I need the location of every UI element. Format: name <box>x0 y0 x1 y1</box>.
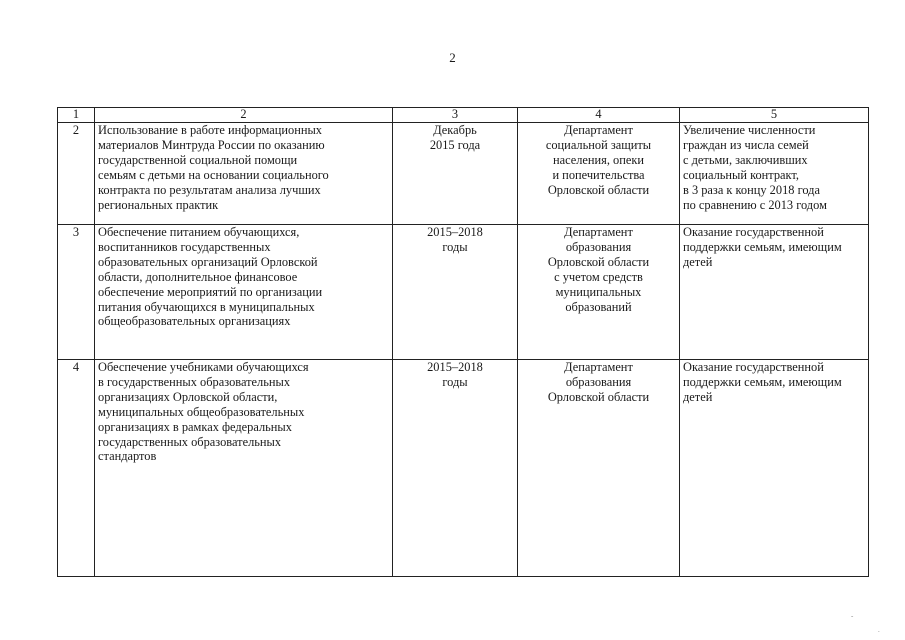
text-line: с детьми, заключивших <box>683 152 808 167</box>
text-line: Орловской области <box>547 182 650 197</box>
page-number: 2 <box>449 50 456 65</box>
text-line: Обеспечение учебниками обучающихся <box>98 360 309 374</box>
text-line: контракта по результатам анализа лучших <box>98 182 321 197</box>
text-line: детей <box>683 389 713 404</box>
text-line: стандартов <box>98 449 157 464</box>
text-line: образований <box>565 299 632 314</box>
text-line: социальный контракт, <box>683 167 799 182</box>
text-line: 2015–2018 <box>427 360 483 374</box>
text-line: в 3 раза к концу 2018 года <box>683 182 820 197</box>
header-cell-4: 4 <box>518 108 680 123</box>
table-row <box>58 360 869 577</box>
text-line: Департамент <box>564 360 633 374</box>
text-line: материалов Минтруда России по оказанию <box>98 137 325 152</box>
text-line: поддержки семьям, имеющим <box>683 374 842 389</box>
scan-speck: - <box>851 612 854 620</box>
row-number: 4 <box>58 360 95 577</box>
text-line: населения, опеки <box>552 152 645 167</box>
measure-description <box>95 123 393 225</box>
text-line: годы <box>442 239 468 254</box>
text-line: муниципальных общеобразовательных <box>98 404 305 419</box>
table-row <box>58 225 869 360</box>
text-line: Оказание государственной <box>683 360 824 374</box>
term <box>393 225 518 360</box>
text-line: поддержки семьям, имеющим <box>683 239 842 254</box>
text-line: 2015–2018 <box>427 225 483 239</box>
executor <box>518 225 680 360</box>
text-line: государственной социальной помощи <box>98 152 298 167</box>
text-line: граждан из числа семей <box>683 137 809 152</box>
text-line: по сравнению с 2013 годом <box>683 197 827 212</box>
text-line: питания обучающихся в муниципальных <box>98 299 315 314</box>
measure-description <box>95 225 393 360</box>
text-line: и попечительства <box>552 167 645 182</box>
text-line: муниципальных <box>555 284 642 299</box>
text-line: организациях в рамках федеральных <box>98 419 292 434</box>
text-line: государственных образовательных <box>98 434 282 449</box>
row-number: 3 <box>58 225 95 360</box>
text-line: Орловской области <box>547 389 650 404</box>
text-line: Департамент <box>564 123 633 137</box>
text-line: в государственных образовательных <box>98 374 291 389</box>
term <box>393 360 518 577</box>
text-line: области, дополнительное финансовое <box>98 269 298 284</box>
text-line: образования <box>565 374 632 389</box>
text-line: Декабрь <box>433 123 477 137</box>
text-line: Орловской области <box>547 254 650 269</box>
text-line: образования <box>565 239 632 254</box>
measure-description <box>95 360 393 577</box>
text-line: Оказание государственной <box>683 225 824 239</box>
text-line: Департамент <box>564 225 633 239</box>
header-cell-1: 1 <box>58 108 95 123</box>
text-line: годы <box>442 374 468 389</box>
header-cell-2: 2 <box>95 108 393 123</box>
header-cell-3: 3 <box>393 108 518 123</box>
text-line: с учетом средств <box>554 269 643 284</box>
table-row <box>58 123 869 225</box>
text-line: Обеспечение питанием обучающихся, <box>98 225 300 239</box>
text-line: образовательных организаций Орловской <box>98 254 318 269</box>
text-line: Использование в работе информационных <box>98 123 322 137</box>
text-line: воспитанников государственных <box>98 239 271 254</box>
header-cell-5: 5 <box>680 108 869 123</box>
text-line: организациях Орловской области, <box>98 389 278 404</box>
row-number: 2 <box>58 123 95 225</box>
column-number-row <box>58 108 869 123</box>
text-line: социальной защиты <box>545 137 652 152</box>
measures-table <box>57 107 869 577</box>
executor <box>518 360 680 577</box>
text-line: детей <box>683 254 713 269</box>
text-line: семьям с детьми на основании социального <box>98 167 329 182</box>
text-line: общеобразовательных организациях <box>98 314 291 329</box>
expected-result <box>680 225 869 360</box>
text-line: региональных практик <box>98 197 219 212</box>
executor <box>518 123 680 225</box>
expected-result <box>680 360 869 577</box>
expected-result <box>680 123 869 225</box>
term <box>393 123 518 225</box>
text-line: 2015 года <box>429 137 481 152</box>
scan-speck: . <box>878 626 880 634</box>
text-line: обеспечение мероприятий по организации <box>98 284 323 299</box>
text-line: Увеличение численности <box>683 123 816 137</box>
